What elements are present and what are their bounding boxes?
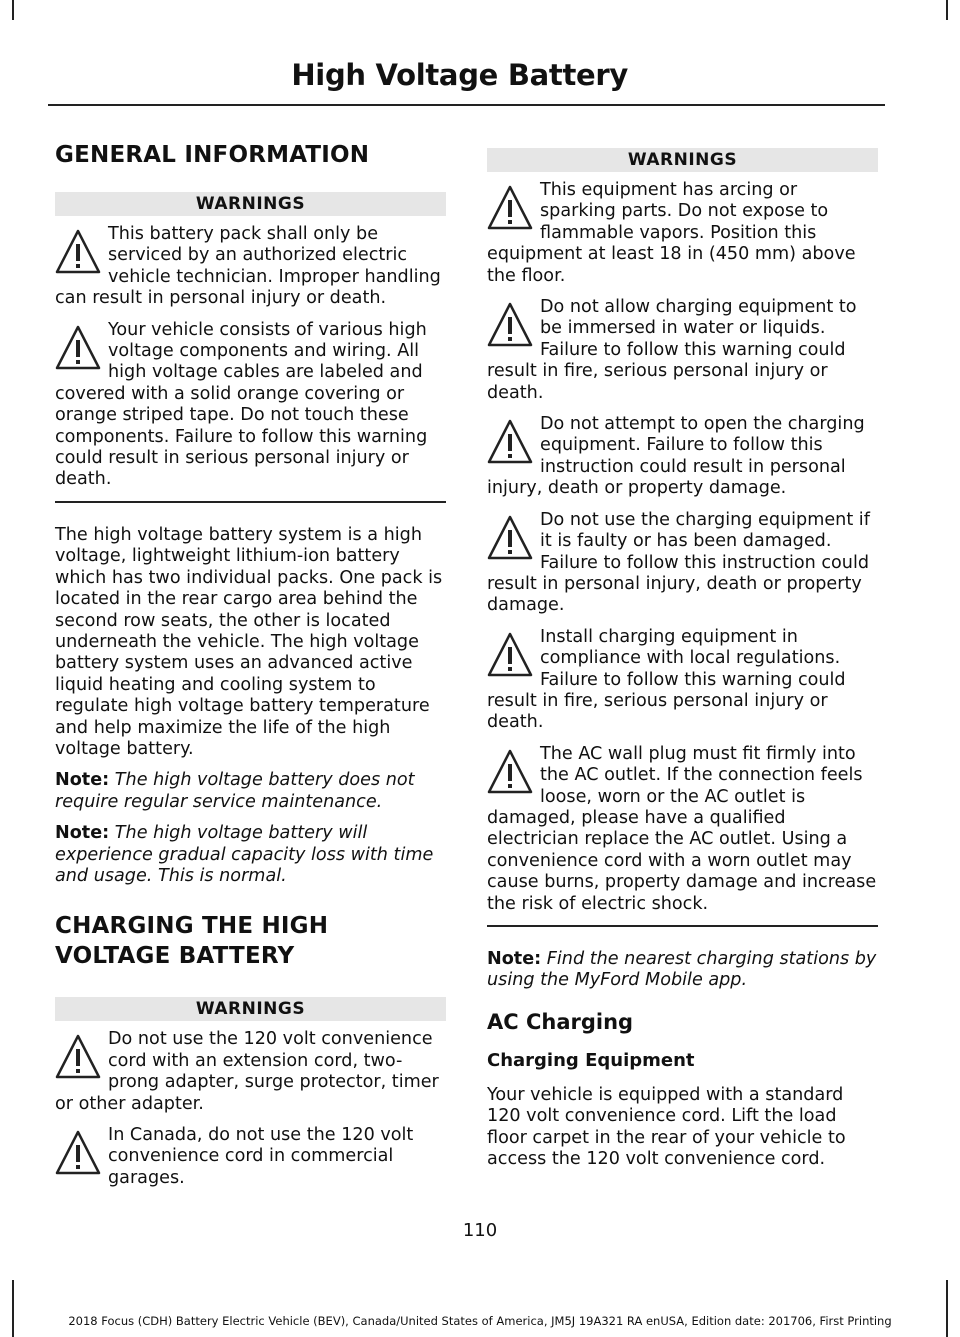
warnings-heading: WARNINGS: [55, 192, 446, 216]
body-paragraph: The high voltage battery system is a high voltage, lightweight lithium-ion battery which has two individual packs. One pack is located in the rear cargo area behind the second row seats, the other is located underneath the vehicle. The high voltage battery system uses an advanced active liquid heating and cooling system to regulate high voltage battery temperature and help maximize the life of the high voltage battery.: [55, 524, 443, 759]
warning-item: [487, 510, 878, 617]
warning-item: [487, 297, 878, 404]
page-number: 110: [462, 1220, 498, 1241]
warning-triangle-icon: [487, 514, 533, 562]
warning-triangle-icon: [487, 748, 533, 796]
note-label: Note:: [487, 949, 542, 969]
crop-mark: [12, 1280, 14, 1337]
section-title-charging: [55, 911, 446, 971]
warning-text: Do not attempt to open the charging equipment. Failure to follow this instruction could result in personal injury, death or property damage.: [487, 414, 865, 499]
warning-text: In Canada, do not use the 120 volt convenience cord in commercial garages.: [108, 1125, 414, 1188]
warning-text: Do not use the charging equipment if it is faulty or has been damaged. Failure to follow this instruction could result in personal injury, death or property damage.: [487, 509, 870, 616]
note: [55, 770, 446, 813]
note-text: Find the nearest charging stations by using the MyFord Mobile app.: [487, 949, 877, 991]
warnings-heading: WARNINGS: [55, 997, 446, 1021]
warning-item: [487, 627, 878, 734]
subsubsection-title: Charging Equipment: [487, 1049, 695, 1071]
warning-item: [487, 414, 878, 500]
warning-triangle-icon: [55, 1129, 101, 1177]
warnings-end-rule: [487, 925, 878, 927]
warnings-heading: WARNINGS: [487, 148, 878, 172]
warning-text: Do not allow charging equipment to be immersed in water or liquids. Failure to follow this warning could result in fire, serious personal injury or death.: [487, 297, 857, 403]
warning-triangle-icon: [487, 418, 533, 466]
page-header-title: High Voltage Battery: [291, 58, 628, 92]
warning-triangle-icon: [487, 631, 533, 679]
warning-text: This equipment has arcing or sparking parts. Do not expose to flammable vapors. Position this equipment at least 18 in (450 mm) above the floor.: [487, 180, 856, 286]
warning-item: [487, 180, 878, 287]
left-column: [55, 140, 446, 1199]
warning-item: [55, 1125, 446, 1189]
section-title-general-information: GENERAL INFORMATION: [55, 142, 370, 168]
note-text: The high voltage battery does not require regular service maintenance.: [55, 770, 415, 812]
warning-triangle-icon: [55, 1033, 101, 1081]
body-paragraph: Your vehicle is equipped with a standard 120 volt convenience cord. Lift the load floor carpet in the rear of your vehicle to access the 120 volt convenience cord.: [487, 1084, 846, 1170]
warning-triangle-icon: [487, 184, 533, 232]
warning-text: This battery pack shall only be serviced by an authorized electric vehicle technician. Improper handling can result in personal injury or death.: [55, 224, 441, 309]
warning-text: The AC wall plug must fit firmly into the AC outlet. If the connection feels loose, worn or the AC outlet is damaged, please have a qualified electrician replace the AC outlet. Using a convenience cord with a worn outlet may cause burns, property damage and increase the risk of electric shock.: [487, 743, 877, 914]
section-title-line: CHARGING THE HIGH: [55, 913, 329, 940]
warning-triangle-icon: [487, 301, 533, 349]
warning-item: [487, 744, 878, 915]
warning-text: Install charging equipment in compliance with local regulations. Failure to follow this warning could result in fire, serious personal injury or death.: [487, 626, 846, 733]
right-column: [487, 148, 878, 1180]
section-title-line: VOLTAGE BATTERY: [55, 943, 295, 970]
crop-mark: [946, 1280, 948, 1337]
warning-item: [55, 1029, 446, 1115]
warning-triangle-icon: [55, 228, 101, 276]
header-divider: [48, 104, 885, 106]
warning-text: Do not use the 120 volt convenience cord with an extension cord, two-prong adapter, surge protector, timer or other adapter.: [55, 1029, 439, 1114]
warnings-end-rule: [55, 501, 446, 503]
warning-text: Your vehicle consists of various high voltage components and wiring. All high voltage cables are labeled and covered with a solid orange covering or orange striped tape. Do not touch these components. Failure to follow this warning could result in serious personal injury or death.: [55, 319, 428, 490]
warning-item: [55, 320, 446, 491]
note-text: The high voltage battery will experience gradual capacity loss with time and usage. This is normal.: [55, 823, 434, 886]
page-footer: 2018 Focus (CDH) Battery Electric Vehicle (BEV), Canada/United States of America, JM5J 19A321 RA enUSA, Edition date: 201706, First Printing: [68, 1314, 892, 1328]
crop-mark: [12, 0, 14, 20]
note: [55, 823, 446, 887]
warning-item: [55, 224, 446, 310]
note-label: Note:: [55, 823, 110, 844]
note-label: Note:: [55, 770, 110, 791]
warning-triangle-icon: [55, 324, 101, 372]
note: [487, 949, 878, 992]
subsection-title: AC Charging: [487, 1009, 634, 1034]
crop-mark: [946, 0, 948, 20]
